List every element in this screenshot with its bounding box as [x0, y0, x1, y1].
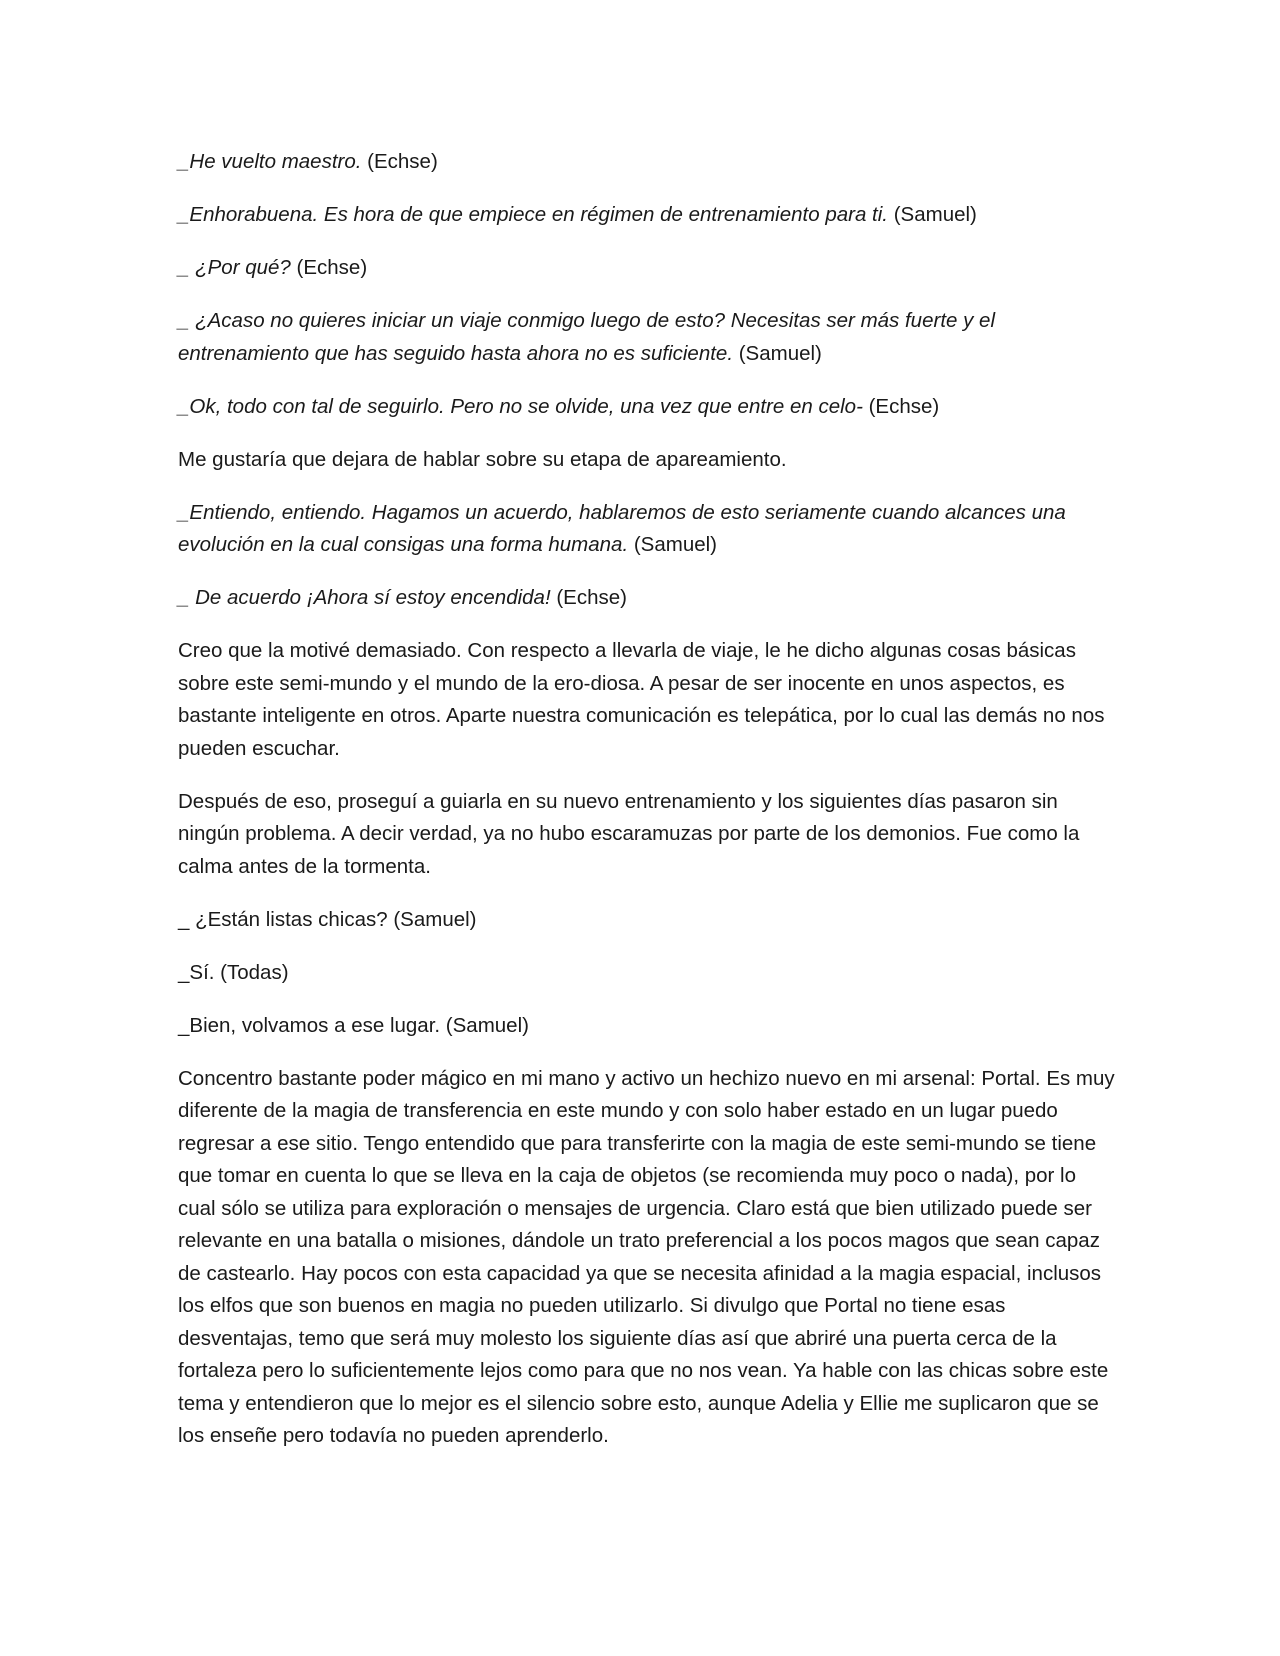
dialogue-speech: _He vuelto maestro. — [178, 150, 362, 173]
dialogue-speech: _ ¿Acaso no quieres iniciar un viaje conmigo luego de esto? Necesitas ser más fuerte y el entrenamiento que has seguido hasta ahora no es suficiente. — [178, 309, 996, 365]
dialogue-line: _Sí. (Todas) — [178, 960, 289, 984]
dialogue-speaker: (Echse) — [550, 586, 627, 609]
dialogue-line — [178, 146, 1118, 179]
dialogue-line — [178, 582, 1118, 615]
dialogue-line: _ ¿Están listas chicas? (Samuel) — [178, 907, 477, 931]
dialogue-speaker: (Samuel) — [733, 341, 822, 365]
dialogue-line — [178, 305, 1118, 370]
narration-paragraph: Después de eso, proseguí a guiarla en su nuevo entrenamiento y los siguientes días pasaron sin ningún problema. A decir verdad, ya no hubo escaramuzas por parte de los demonios. Fue como la calma antes de la tormenta. — [178, 789, 1080, 878]
dialogue-line: _Bien, volvamos a ese lugar. (Samuel) — [178, 1013, 529, 1037]
narration-paragraph: Concentro bastante poder mágico en mi mano y activo un hechizo nuevo en mi arsenal: Portal. Es muy diferente de la magia de transferencia en este mundo y con solo haber estado en un lugar puedo regresar a ese sitio. Tengo entendido que para transferirte con la magia de este semi-mundo se tiene que tomar en cuenta lo que se lleva en la caja de objetos (se recomienda muy poco o nada), por lo cual sólo se utiliza para exploración o mensajes de urgencia. Claro está que bien utilizado puede ser relevante en una batalla o misiones, dándole un trato preferencial a los pocos magos que sean capaz de castearlo. Hay pocos con esta capacidad ya que se necesita afinidad a la magia espacial, inclusos los elfos que son buenos en magia no pueden utilizarlo. Si divulgo que Portal no tiene esas desventajas, temo que será muy molesto los siguiente días así que abriré una puerta cerca de la fortaleza pero lo suficientemente lejos como para que no nos vean. Ya hable con las chicas sobre este tema y entendieron que lo mejor es el silencio sobre esto, aunque Adelia y Ellie me suplicaron que se los enseñe pero todavía no pueden aprenderlo. — [178, 1066, 1115, 1447]
dialogue-line — [178, 391, 1118, 424]
dialogue-speech: _Entiendo, entiendo. Hagamos un acuerdo, hablaremos de esto seriamente cuando alcances una evolución en la cual consigas una forma humana. — [178, 500, 1066, 556]
dialogue-speech: _ De acuerdo ¡Ahora sí estoy encendida! — [178, 586, 551, 609]
dialogue-speech: _Ok, todo con tal de seguirlo. Pero no se olvide, una vez que entre en celo- — [178, 394, 863, 418]
dialogue-speaker: (Echse) — [862, 394, 940, 418]
dialogue-line — [178, 199, 1118, 232]
dialogue-line — [178, 252, 1118, 285]
dialogue-speech: _Enhorabuena. Es hora de que empiece en régimen de entrenamiento para ti. — [178, 203, 889, 226]
dialogue-speech: _ ¿Por qué? — [178, 256, 291, 279]
dialogue-speaker: (Samuel) — [888, 203, 977, 226]
dialogue-speaker: (Echse) — [290, 256, 368, 279]
dialogue-line — [178, 497, 1118, 562]
dialogue-speaker: (Samuel) — [628, 533, 717, 556]
dialogue-speaker: (Echse) — [361, 150, 438, 173]
document-page — [178, 146, 1118, 1473]
narration-paragraph: Me gustaría que dejara de hablar sobre su etapa de apareamiento. — [178, 447, 787, 471]
narration-paragraph: Creo que la motivé demasiado. Con respecto a llevarla de viaje, le he dicho algunas cosas básicas sobre este semi-mundo y el mundo de la ero-diosa. A pesar de ser inocente en unos aspectos, es bastante inteligente en otros. Aparte nuestra comunicación es telepática, por lo cual las demás no nos pueden escuchar. — [178, 639, 1105, 760]
